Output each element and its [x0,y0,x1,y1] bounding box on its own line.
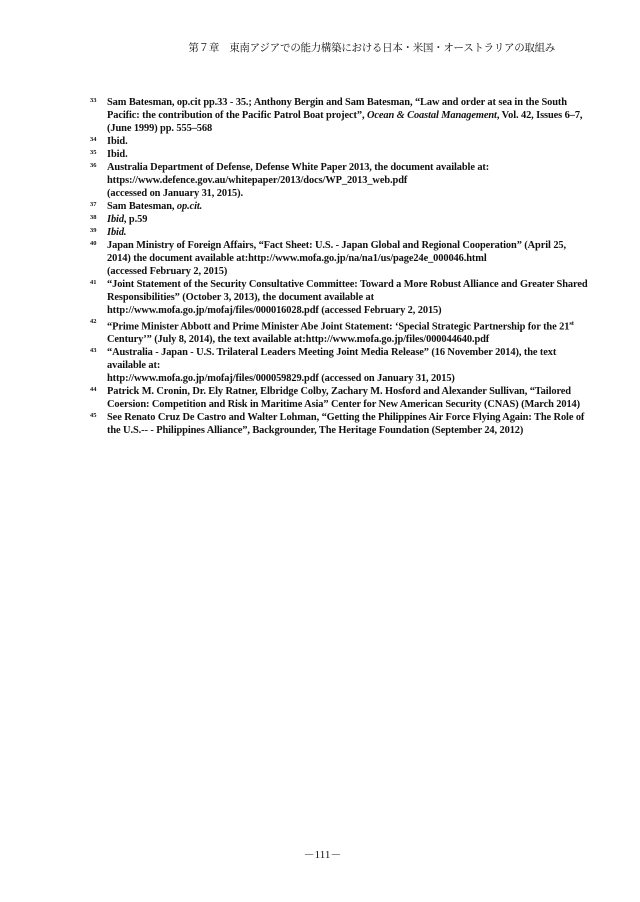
footnote-text: Ibid. [107,136,128,147]
footnote-line [107,359,560,372]
footnote-text: “Joint Statement of the Security Consultative Committee: Toward a More Robust Alliance and Greater Shared [107,279,588,290]
footnote-line [107,213,560,226]
footnote-number: 34 [90,136,97,143]
italic-text: Ocean & Coastal Management [366,110,497,121]
running-header: 第７章 東南アジアでの能力構築における日本・米国・オーストラリアの取組み [188,42,555,54]
footnote-text: Patrick M. Cronin, Dr. Ely Ratner, Elbridge Colby, Zachary M. Hosford and Alexander Sullivan, “Tailored [107,386,571,398]
footnote-line [107,398,581,411]
footnote-text: (June 1999) pp. 555–568 [107,123,213,134]
footnote-number: 41 [90,279,97,286]
footnote-text: 2014) the document available at:http://www.mofa.go.jp/na/na1/us/page24e_000046.html [107,253,487,264]
footnote-text: “Prime Minister Abbott and Prime Minister Abe Joint Statement: ‘Special Strategic Partnership for the 21 [107,321,570,333]
footnote-text: the U.S.-‐ ‐ Philippines Alliance”, Backgrounder, The Heritage Foundation (September 24, 2012) [107,425,524,437]
footnote-line [107,135,560,148]
footnote [90,161,560,200]
footnote-text: “Australia ‐ Japan ‐ U.S. Trilateral Leaders Meeting Joint Media Release” (16 November 2014), the text [107,347,557,359]
footnote-text: Sam Batesman, op.cit pp.33 ‐ 35.; Anthony Bergin and Sam Batesman, “Law and order at sea in the South [107,97,567,108]
footnote-text: Ibid. [107,149,128,160]
footnote [90,96,583,135]
footnote-line [107,304,560,317]
footnote-text: Japan Ministry of Foreign Affairs, “Fact Sheet: U.S. ‐ Japan Global and Regional Cooperation” (April 25, [107,240,567,251]
footnote-line [107,372,560,385]
footnote [90,239,567,278]
footnote-line [107,252,560,265]
footnote-text: See Renato Cruz De Castro and Walter Lohman, “Getting the Philippines Air Force Flying Again: The Role of [107,412,585,424]
footnote [90,346,560,385]
footnote-text: http://www.mofa.go.jp/mofaj/files/000059829.pdf (accessed on January 31, 2015) [107,373,455,385]
footnote-line [107,174,560,187]
footnote-text: available at: [107,360,161,372]
footnote-line [107,317,574,333]
italic-text: op.cit. [176,201,203,212]
footnote [90,385,581,411]
footnote-number: 44 [90,386,97,394]
footnote [90,135,560,148]
footnote [90,411,585,437]
footnote-text: http://www.mofa.go.jp/mofaj/files/000016028.pdf (accessed February 2, 2015) [107,305,442,316]
footnote-number: 36 [90,162,97,169]
footnote [90,148,560,161]
footnote [90,226,560,239]
footnote-text: , p.59 [123,214,148,225]
footnotes-list [90,96,588,437]
footnote-text: Pacific: the contribution of the Pacific Patrol Boat project”, [107,110,367,121]
footnote-text: Sam Batesman, [107,201,177,212]
footnote-line [107,411,585,424]
footnote [90,200,560,213]
italic-text: Ibid [107,214,124,225]
footnote-line [107,148,560,161]
footnote-line [107,424,560,437]
footnote-line [107,226,560,239]
footnote-line [107,96,567,109]
footnote-line [107,346,560,359]
footnote-number: 43 [90,347,97,355]
footnote-line [107,265,560,278]
footnote-text: Australia Department of Defense, Defense White Paper 2013, the document available at: [107,162,490,173]
footnote-line [107,187,560,200]
footnote-number: 45 [90,412,97,420]
footnote-line [107,122,560,135]
footnote-text: https://www.defence.gov.au/whitepaper/2013/docs/WP_2013_web.pdf [107,175,408,186]
page-number: －111－ [303,849,342,861]
footnote [90,317,574,346]
footnote-number: 39 [90,227,97,234]
footnote-line [107,291,560,304]
footnote [90,278,588,317]
footnote-text: Responsibilities” (October 3, 2013), the document available at [107,292,374,303]
footnote-line [107,385,571,398]
footnote-number: 37 [90,201,97,208]
footnote [90,213,560,226]
footnote-text: (accessed on January 31, 2015). [107,188,244,199]
footnote-text: , Vol. 42, Issues 6–7, [496,110,583,121]
footnote-line [107,333,560,346]
footnote-text: Century’” (July 8, 2014), the text available at:http://www.mofa.go.jp/files/000044640.pdf [107,334,490,346]
footnote-line [107,161,560,174]
footnote-line [107,200,560,213]
footnote-number: 42 [90,318,97,325]
footnote-line [107,278,588,291]
footnote-text: Coersion: Competition and Risk in Maritime Asia” Center for New American Security (CNAS) (March 2014) [107,399,581,411]
footnote-number: 38 [90,214,97,221]
footnote-text: st [569,320,574,327]
footnote-number: 35 [90,149,97,156]
footnote-line [107,239,567,252]
italic-text: Ibid. [107,227,127,238]
footnote-line [107,109,583,122]
footnote-number: 40 [90,240,97,247]
footnote-number: 33 [90,97,97,104]
footnote-text: (accessed February 2, 2015) [107,266,228,277]
